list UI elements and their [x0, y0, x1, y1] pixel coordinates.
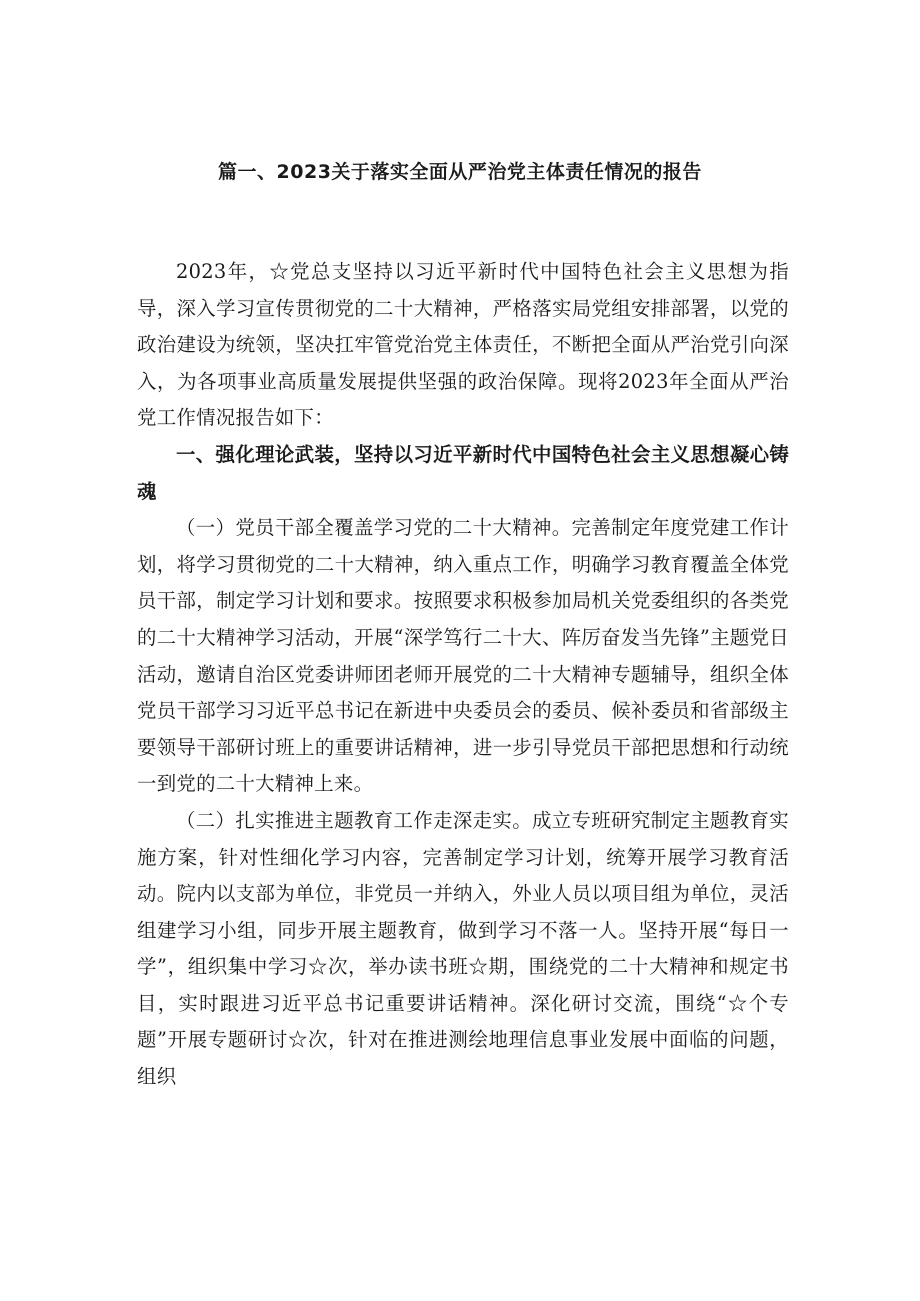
document-body [137, 254, 789, 1096]
paragraph-2: （二）扎实推进主题教育工作走深走实。成立专班研究制定主题教育实施方案，针对性细化学习内容，完善制定学习计划，统筹开展学习教育活动。院内以支部为单位，非党员一并纳入，外业人员以项目组为单位，灵活组建学习小组，同步开展主题教育，做到学习不落一人。坚持开展“每日一学”，组织集中学习☆次，举办读书班☆期，围绕党的二十大精神和规定书目，实时跟进习近平总书记重要讲话精神。深化研讨交流，围绕“☆个专题”开展专题研讨☆次，针对在推进测绘地理信息事业发展中面临的问题，组织 [137, 808, 789, 1089]
section-heading-1: 一、强化理论武装，坚持以习近平新时代中国特色社会主义思想凝心铸魂 [137, 442, 789, 503]
paragraph-1: （一）党员干部全覆盖学习党的二十大精神。完善制定年度党建工作计划，将学习贯彻党的二十大精神，纳入重点工作，明确学习教育覆盖全体党员干部，制定学习计划和要求。按照要求积极参加局机关党委组织的各类党的二十大精神学习活动，开展“深学笃行二十大、阵厉奋发当先锋”主题党日活动，邀请自治区党委讲师团老师开展党的二十大精神专题辅导，组织全体党员干部学习习近平总书记在新进中央委员会的委员、候补委员和省部级主要领导干部研讨班上的重要讲话精神，进一步引导党员干部把思想和行动统一到党的二十大精神上来。 [137, 516, 789, 796]
document-title: 篇一、2023关于落实全面从严治党主体责任情况的报告 [218, 161, 702, 183]
intro-paragraph: 2023年，☆党总支坚持以习近平新时代中国特色社会主义思想为指导，深入学习宣传贯彻党的二十大精神，严格落实局党组安排部署，以党的政治建设为统领，坚决扛牢管党治党主体责任，不断把全面从严治党引向深入，为各项事业高质量发展提供坚强的政治保障。现将2023年全面从严治党工作情况报告如下： [137, 260, 789, 430]
